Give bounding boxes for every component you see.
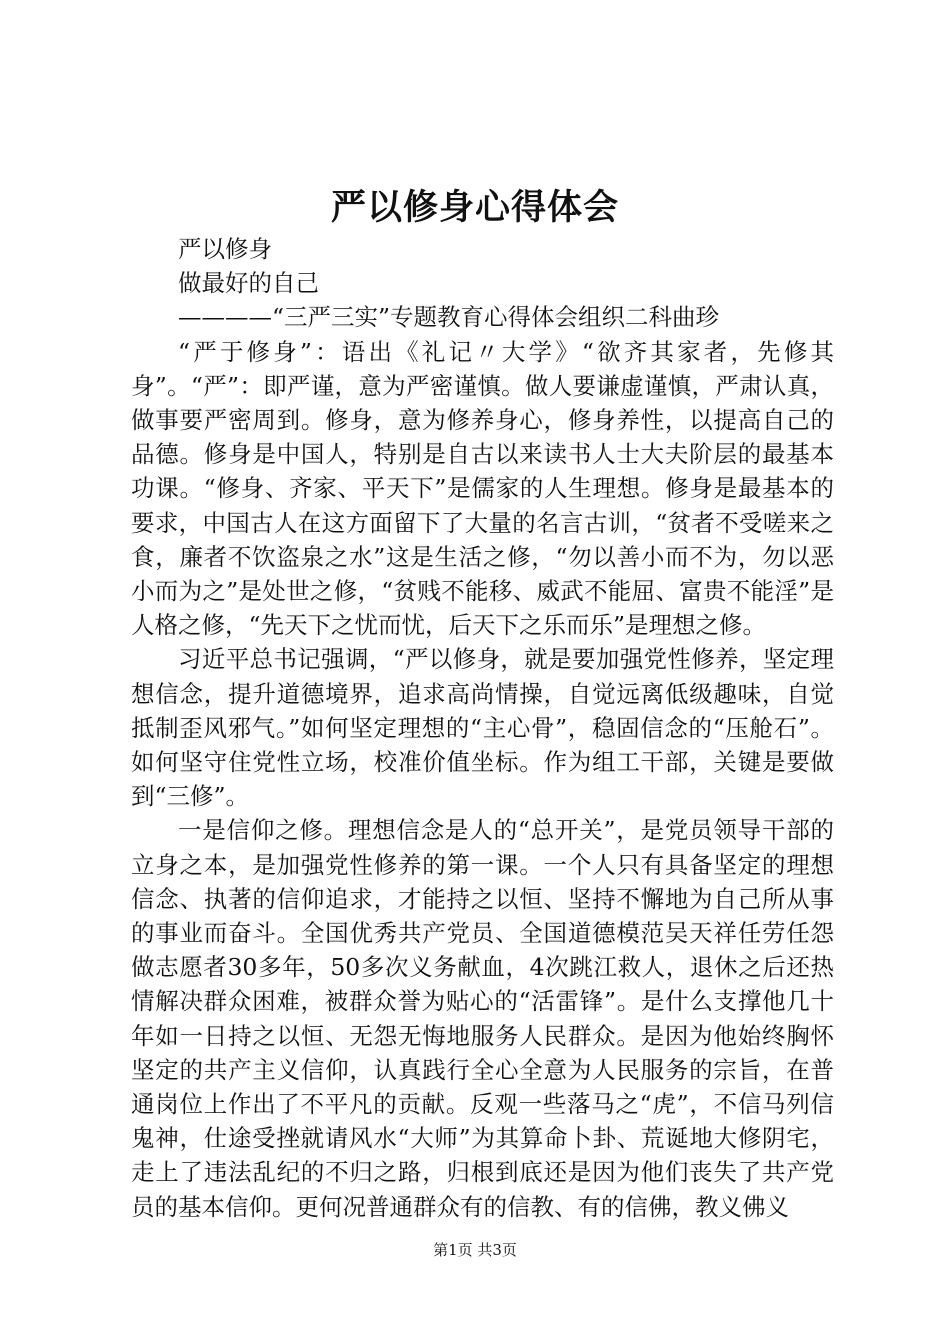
subtitle-line: 严以修身 xyxy=(178,235,272,263)
page-footer: 第1页 共3页 xyxy=(433,1241,517,1259)
document-body xyxy=(131,232,834,1224)
subtitle-line: 做最好的自己 xyxy=(178,269,319,298)
body-paragraph: “严于修身”：语出《礼记〃大学》“欲齐其家者，先修其身”。“严”：即严谨，意为严密谨慎。做人要谦虚谨慎，严肃认真，做事要严密周到。修身，意为修养身心，修身养性，以提高自己的品德。修身是中国人，特别是自古以来读书人士大夫阶层的最基本功课。“修身、齐家、平天下”是儒家的人生理想。修身是最基本的要求，中国古人在这方面留下了大量的名言古训，“贫者不受嗟来之食，廉者不饮盗泉之水”这是生活之修，“勿以善小而不为，勿以恶小而为之”是处世之修，“贫贱不能移、威武不能屈、富贵不能淫”是人格之修，“先天下之忧而忧，后天下之乐而乐”是理想之修。 xyxy=(131,337,834,640)
body-paragraph: 习近平总书记强调，“严以修身，就是要加强党性修养，坚定理想信念，提升道德境界，追求高尚情操，自觉远离低级趣味，自觉抵制歪风邪气。”如何坚定理想的“主心骨”，稳固信念的“压舱石”。如何坚守住党性立场，校准价值坐标。作为组工干部，关键是要做到“三修”。 xyxy=(131,645,834,811)
document-title: 严以修身心得体会 xyxy=(330,187,619,228)
body-paragraph: 一是信仰之修。理想信念是人的“总开关”，是党员领导干部的立身之本，是加强党性修养的第一课。一个人只有具备坚定的理想信念、执著的信仰追求，才能持之以恒、坚持不懈地为自己所从事的事业而奋斗。全国优秀共产党员、全国道德模范吴天祥任劳任怨做志愿者30多年，50多次义务献血，4次跳江救人，退休之后还热情解决群众困难，被群众誉为贴心的“活雷锋”。是什么支撑他几十年如一日持之以恒、无怨无悔地服务人民群众。是因为他始终胸怀坚定的共产主义信仰，认真践行全心全意为人民服务的宗旨，在普通岗位上作出了不平凡的贡献。反观一些落马之“虎”，不信马列信鬼神，仕途受挫就请风水“大师”为其算命卜卦、荒诞地大修阴宅，走上了违法乱纪的不归之路，归根到底还是因为他们丧失了共产党员的基本信仰。更何况普通群众有的信教、有的信佛，教义佛义 xyxy=(131,816,834,1221)
author-line: ————“三严三实”专题教育心得体会组织二科曲珍 xyxy=(178,303,720,332)
